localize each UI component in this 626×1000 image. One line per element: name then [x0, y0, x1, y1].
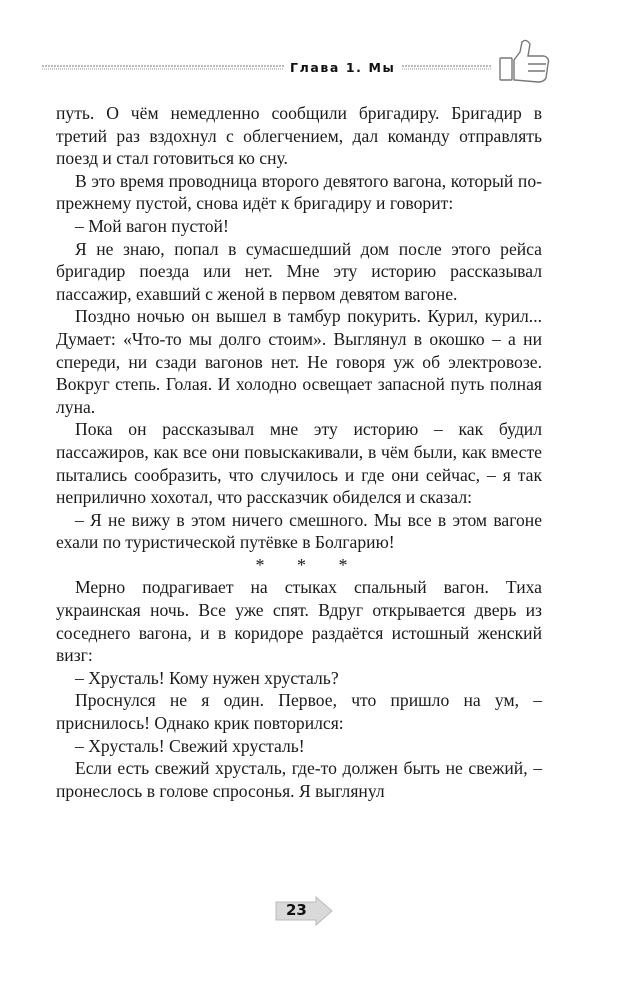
paragraph: путь. О чём немедленно сообщили бригадиру. Бригадир в третий раз вздохнул с облегчением, дал команду отправлять поезд и стал готовиться ко сну.: [56, 103, 542, 169]
paragraph: – Хрусталь! Кому нужен хрусталь?: [75, 667, 339, 688]
paragraph: В это время проводница второго девятого вагона, который по-прежнему пустой, снова идёт к бригадиру и говорит:: [56, 170, 542, 214]
paragraph: Если есть свежий хрусталь, где-то должен быть не свежий, – пронеслось в голове спросонья. Я выглянул: [56, 758, 542, 801]
page-number: 23: [286, 901, 307, 919]
paragraph: – Мой вагон пустой!: [75, 215, 229, 236]
section-separator: * * *: [255, 554, 362, 575]
paragraph: Проснулся не я один. Первое, что пришло на ум, – приснилось! Однако крик повторился:: [56, 690, 542, 734]
paragraph: – Хрусталь! Свежий хрусталь!: [75, 735, 305, 756]
paragraph: – Я не вижу в этом ничего смешного. Мы все в этом вагоне ехали по туристической путёвке в Болгарию!: [56, 509, 542, 553]
body-text: [56, 102, 542, 802]
paragraph: Я не знаю, попал в сумасшедший дом после этого рейса бригадир поезда или нет. Мне эту историю рассказывал пассажир, ехавший с женой в первом девятом вагоне.: [56, 238, 542, 304]
page-number-badge: [272, 896, 336, 926]
running-header: [42, 38, 590, 86]
paragraph: Поздно ночью он вышел в тамбур покурить. Курил, курил... Думает: «Что-то мы долго стоим». Выглянул в окошко – а ни спереди, ни сзади вагонов нет. Не говоря уж об электровозе. Вокруг степь. Голая. И холодно освещает запасной путь полная луна.: [56, 306, 542, 417]
paragraph: Мерно подрагивает на стыках спальный вагон. Тиха украинская ночь. Все уже спят. Вдруг открывается дверь из соседнего вагона, и в коридоре раздаётся истошный женский визг:: [56, 577, 542, 666]
chapter-title: Глава 1. Мы: [284, 60, 401, 75]
thumbs-up-icon: [500, 40, 549, 82]
paragraph: Пока он рассказывал мне эту историю – как будил пассажиров, как все они повыскакивали, в чём были, как вместе пытались сообразить, что случилось и где они сейчас, – я так неприлично хохотал, что рассказчик обиделся и сказал:: [56, 419, 542, 508]
